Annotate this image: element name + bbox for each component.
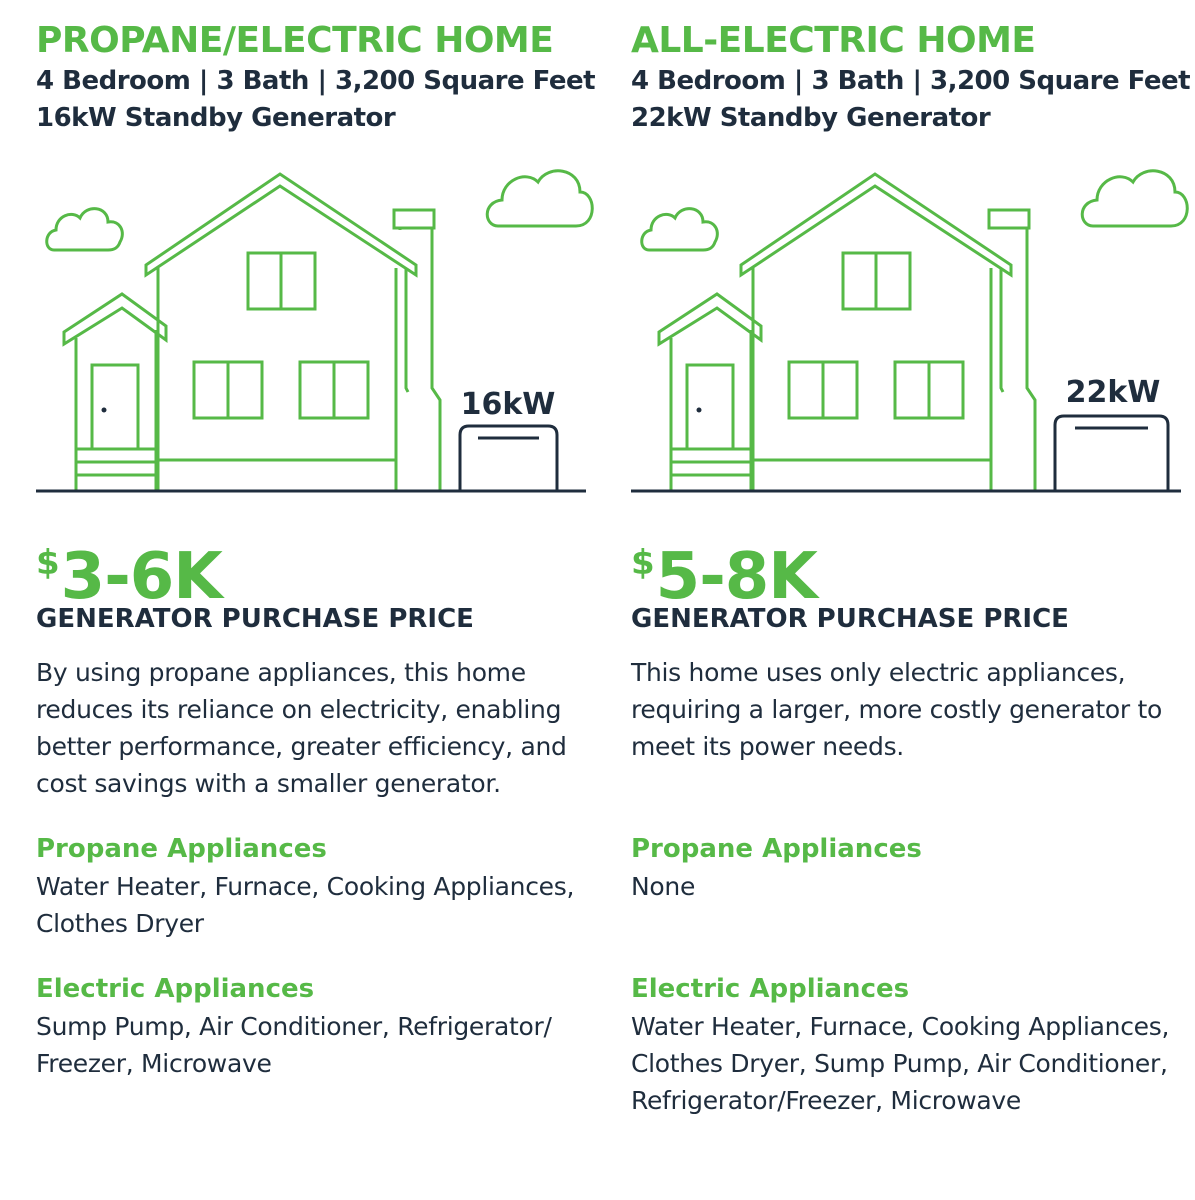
price-range bbox=[36, 528, 222, 612]
home-title: PROPANE/ELECTRIC HOME bbox=[36, 20, 554, 61]
price-value: 5-8K bbox=[655, 540, 817, 614]
home-specs: 4 Bedroom | 3 Bath | 3,200 Square Feet bbox=[631, 66, 1191, 96]
price-range bbox=[631, 528, 817, 612]
house-illustration bbox=[631, 160, 1191, 500]
generator-icon bbox=[460, 426, 557, 490]
generator-label: 22kW bbox=[1065, 375, 1161, 410]
propane-electric-home-column bbox=[36, 0, 596, 1200]
generator-spec: 16kW Standby Generator bbox=[36, 103, 396, 133]
generator-icon bbox=[1055, 416, 1168, 490]
electric-appliances-heading: Electric Appliances bbox=[36, 974, 315, 1004]
home-title: ALL-ELECTRIC HOME bbox=[631, 20, 1036, 61]
cloud-icon bbox=[642, 209, 718, 250]
all-electric-home-column bbox=[631, 0, 1191, 1200]
electric-appliances-list: Sump Pump, Air Conditioner, Refrigerator/ Freezer, Microwave bbox=[36, 1012, 552, 1078]
electric-appliances-list: Water Heater, Furnace, Cooking Appliances, Clothes Dryer, Sump Pump, Air Conditioner, Refrigerator/Freezer, Microwave bbox=[631, 1012, 1170, 1115]
home-description: This home uses only electric appliances, requiring a larger, more costly generator to meet its power needs. bbox=[631, 658, 1163, 761]
home-description: By using propane appliances, this home reduces its reliance on electricity, enabling better performance, greater efficiency, and cost savings with a smaller generator. bbox=[36, 658, 567, 798]
propane-appliances-list: None bbox=[631, 872, 696, 901]
cloud-icon bbox=[487, 171, 592, 226]
cloud-icon bbox=[1082, 171, 1187, 226]
price-currency: $ bbox=[36, 543, 59, 583]
propane-appliances-heading: Propane Appliances bbox=[36, 834, 327, 864]
price-label: GENERATOR PURCHASE PRICE bbox=[631, 604, 1069, 634]
cloud-icon bbox=[47, 209, 123, 250]
price-label: GENERATOR PURCHASE PRICE bbox=[36, 604, 474, 634]
generator-label: 16kW bbox=[460, 387, 556, 422]
electric-appliances-heading: Electric Appliances bbox=[631, 974, 910, 1004]
propane-appliances-list: Water Heater, Furnace, Cooking Appliances, Clothes Dryer bbox=[36, 872, 575, 938]
propane-appliances-heading: Propane Appliances bbox=[631, 834, 922, 864]
house-icon bbox=[64, 174, 440, 490]
price-currency: $ bbox=[631, 543, 654, 583]
house-icon bbox=[659, 174, 1035, 490]
generator-spec: 22kW Standby Generator bbox=[631, 103, 991, 133]
home-specs: 4 Bedroom | 3 Bath | 3,200 Square Feet bbox=[36, 66, 596, 96]
house-illustration bbox=[36, 160, 596, 500]
price-value: 3-6K bbox=[60, 540, 222, 614]
